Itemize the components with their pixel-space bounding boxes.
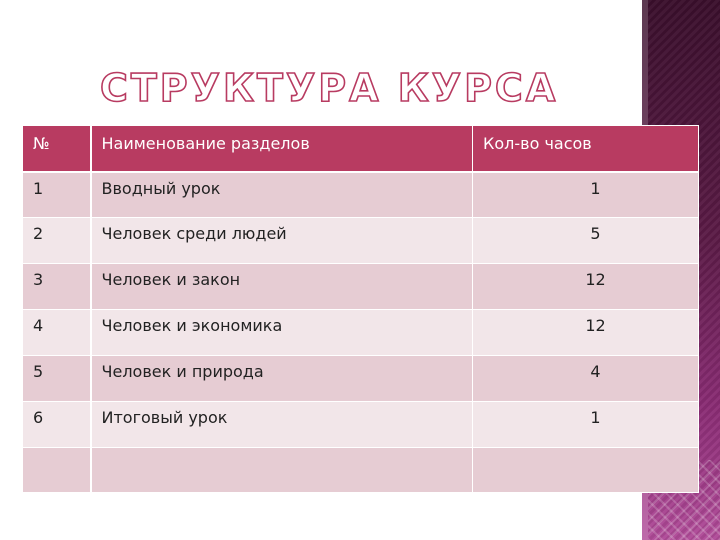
row-section-name: Человек и экономика — [91, 310, 473, 356]
table-row — [23, 264, 699, 310]
header-hours: Кол-во часов — [473, 126, 699, 172]
row-hours-value: 4 — [590, 362, 601, 381]
row-section-name — [91, 448, 473, 493]
row-hours — [473, 402, 699, 448]
row-num — [23, 448, 91, 493]
header-section-name: Наименование разделов — [91, 126, 473, 172]
table-row-empty — [23, 448, 699, 493]
row-hours — [473, 218, 699, 264]
row-section-name: Итоговый урок — [91, 402, 473, 448]
row-section-name: Вводный урок — [91, 172, 473, 218]
row-hours — [473, 356, 699, 402]
course-structure-table — [22, 125, 699, 493]
table-row — [23, 402, 699, 448]
row-hours — [473, 448, 699, 493]
table-row — [23, 172, 699, 218]
row-hours — [473, 172, 699, 218]
row-hours-value: 1 — [590, 408, 601, 427]
row-section-name: Человек и закон — [91, 264, 473, 310]
row-num: 1 — [23, 172, 91, 218]
table-row — [23, 356, 699, 402]
row-num: 3 — [23, 264, 91, 310]
row-section-name: Человек среди людей — [91, 218, 473, 264]
row-num: 5 — [23, 356, 91, 402]
table-row — [23, 310, 699, 356]
table-header-row — [23, 126, 699, 172]
row-hours — [473, 310, 699, 356]
slide-title: СТРУКТУРА КУРСА — [100, 66, 559, 110]
row-hours — [473, 264, 699, 310]
row-hours-value: 5 — [590, 224, 601, 243]
row-hours-value: 1 — [590, 178, 601, 198]
header-num: № — [23, 126, 91, 172]
row-num: 2 — [23, 218, 91, 264]
table-row — [23, 218, 699, 264]
row-hours-value: 12 — [585, 316, 606, 335]
row-num: 4 — [23, 310, 91, 356]
row-section-name: Человек и природа — [91, 356, 473, 402]
row-hours-value: 12 — [585, 270, 606, 289]
row-num: 6 — [23, 402, 91, 448]
